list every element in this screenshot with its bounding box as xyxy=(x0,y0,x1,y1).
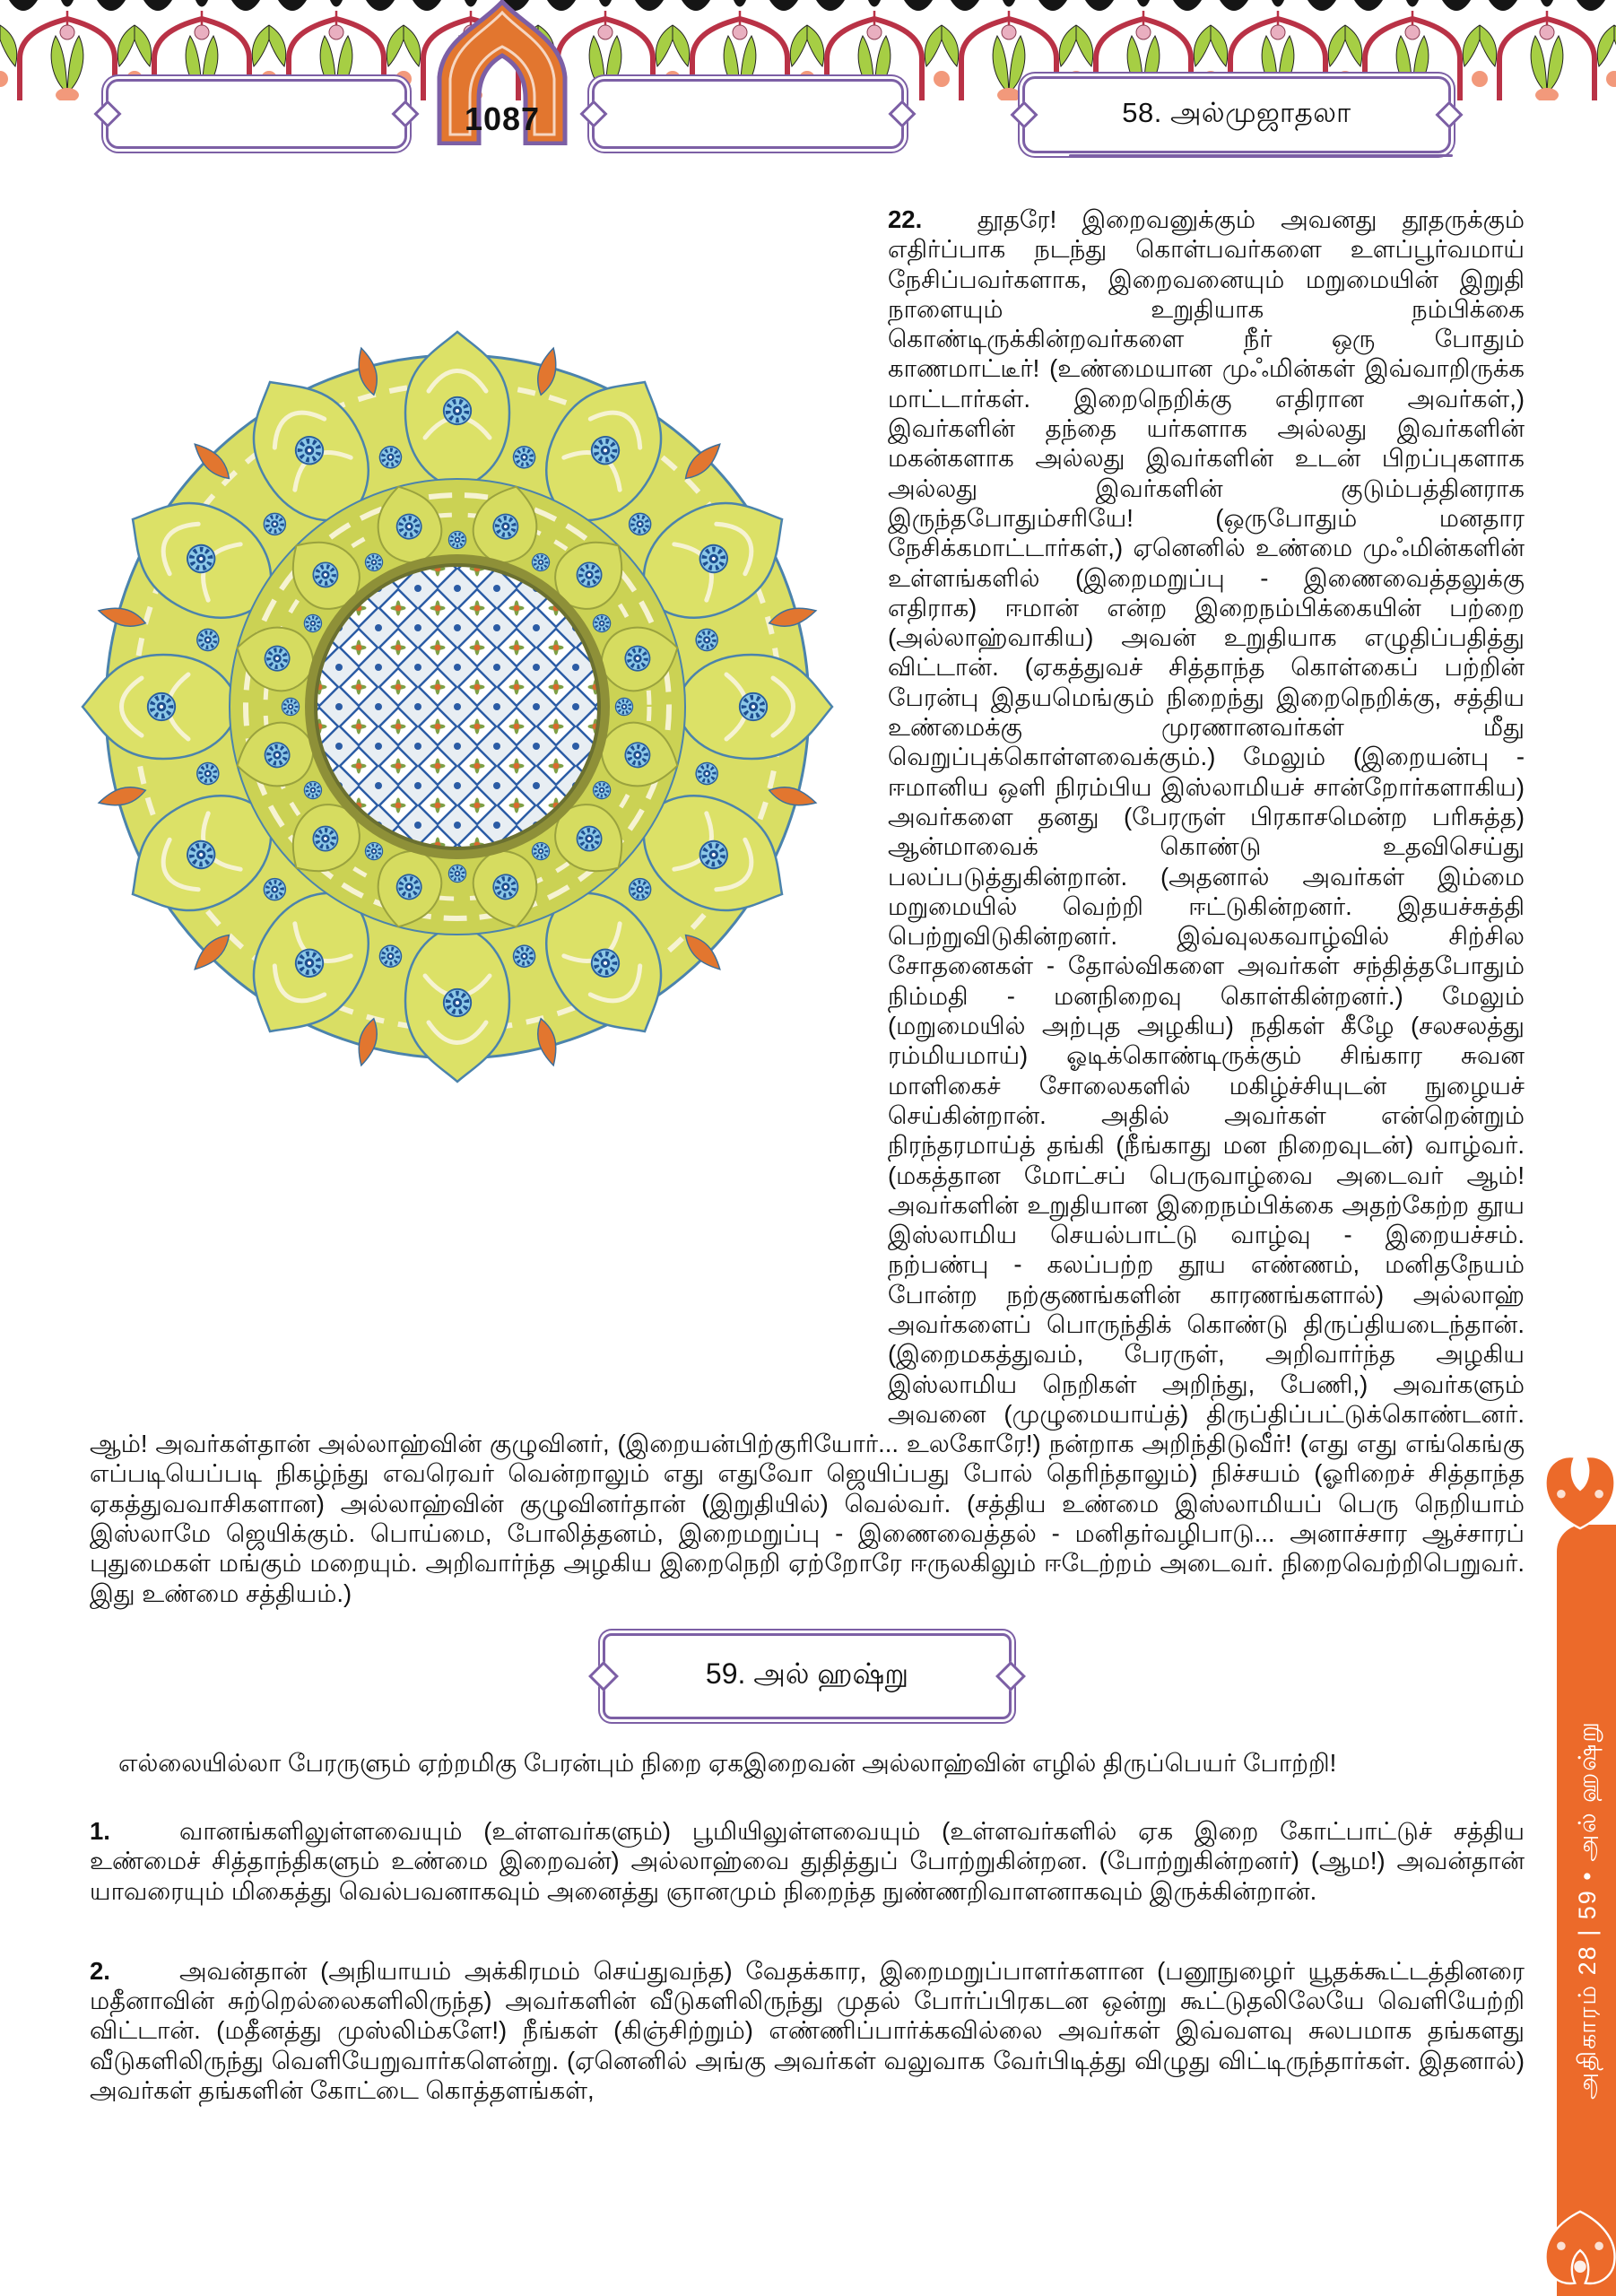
surah59-cartouche xyxy=(603,1633,1012,1719)
header-cartouche-surah xyxy=(1022,76,1451,153)
header-cartouche-mid xyxy=(592,79,904,149)
chapter-side-label-wrap xyxy=(1557,1525,1616,2296)
verse-number: 22. xyxy=(888,205,923,233)
surah59-title: 59. அல் ஹஷ்று xyxy=(705,1657,909,1691)
mandala-ornament xyxy=(81,330,834,1083)
verse-text: அவன்தான் (அநியாயம் அக்கிரமம் செய்துவந்த) வேதக்கார, இறைமறுப்பாளர்களான (பனூநுழைர் யூதக்கூட்டத்தினரை மதீனாவின் சுற்றெல்லைகளிலிருந்த) அவர்களின் வீடுகளிலிருந்து முதல் போர்ப்பிரகடன ஒன்று கூட்டுதலிலேயே வெளியேற்றி விட்டான். (மதீனத்து முஸ்லிம்களே!) நீங்கள் (கிஞ்சிற்றும்) எண்ணிப்பார்க்கவில்லை அவர்கள் இவ்வளவு சுலபமாக தங்களது வீடுகளிலிருந்து வெளியேறுவார்களென்று. (ஏனெனில் அங்கு அவர்கள் வலுவாக வேர்பிடித்து விழுது விட்டிருந்தார்கள். இதனால்) அவர்கள் தங்களின் கோட்டை கொத்தளங்கள், xyxy=(90,1956,1525,2105)
verse-text: வானங்களிலுள்ளவையும் (உள்ளவர்களும்) பூமியிலுள்ளவையும் (உள்ளவர்களில் ஏக இறை கோட்பாட்டுச் சத்திய உண்மைச் சித்தாந்திகளும் உண்மை இறைவன்) அல்லாஹ்வை துதித்துப் போற்றுகின்றன. (போற்றுகின்றனர்) (ஆம!) அவன்தான் யாவரையும் மிகைத்து வெல்பவனாகவும் அனைத்து ஞானமும் நிறைந்த நுண்ணறிவாளனாகவும் இருக்கின்றான். xyxy=(90,1816,1525,1905)
verse-number: 2. xyxy=(90,1956,110,1985)
verse-2 xyxy=(90,1956,1525,2105)
verse-text: தூதரே! இறைவனுக்கும் அவனது தூதருக்கும் எதிர்ப்பாக நடந்து கொள்பவர்களை உளப்பூர்வமாய் நேசிப்பவர்களாக, இறைவனையும் மறுமையின் இறுதி நாளையும் உறுதியாக நம்பிக்கை கொண்டிருக்கின்றவர்களை நீர் ஒரு போதும் காணமாட்டீர்! (உண்மையான முஃமின்கள் இவ்வாறிருக்க மாட்டார்கள். இறைநெறிக்கு எதிரான அவர்கள்,) இவர்களின் தந்தை யர்களாக அல்லது இவர்களின் மகன்களாக அல்லது இவர்களின் உடன் பிறப்புகளாக அல்லது இவர்களின் குடும்பத்தினராக இருந்தபோதும்சரியே! (ஒருபோதும் மனதார நேசிக்கமாட்டார்கள்,) ஏனெனில் உண்மை முஃமின்களின் உள்ளங்களில் (இறைமறுப்பு - இணைவைத்தலுக்கு எதிராக) ஈமான் என்ற இறைநம்பிக்கையின் பற்றை (அல்லாஹ்வாகிய) அவன் உறுதியாக எழுதிப்பதித்து விட்டான். (ஏகத்துவச் சித்தாந்த கொள்கைப் பற்றின் பேரன்பு இதயமெங்கும் நிறைந்து இறைநெறிக்கு, சத்திய உண்மைக்கு முரணானவர்கள் மீது வெறுப்புக்கொள்ளவைக்கும்.) மேலும் (இறையன்பு - ஈமானிய ஒளி நிரம்பிய இஸ்லாமியச் சான்றோர்களாகிய) அவர்களை தனது (பேரருள் பிரகாசமென்ற பரிசுத்த) ஆன்மாவைக் கொண்டு உதவிசெய்து பலப்படுத்துகின்றான். (அதனால் அவர்கள் இம்மை மறுமையில் வெற்றி ஈட்டுகின்றனர். இதயச்சுத்தி பெற்றுவிடுகின்றனர். இவ்வுலகவாழ்வில் சிற்சில சோதனைகள் - தோல்விகளை அவர்கள் சந்தித்தபோதும் நிம்மதி - மனநிறைவு கொள்கின்றனர்.) மேலும் (மறுமையில் அற்புத அழகிய) நதிகள் கீழே (சலசலத்து ரம்மியமாய்) ஓடிக்கொண்டிருக்கும் சிங்கார சுவன மாளிகைச் சோலைகளில் மகிழ்ச்சியுடன் நுழையச் செய்கின்றான். அதில் அவர்கள் என்றென்றும் நிரந்தரமாய்த் தங்கி (நீங்காது மன நிறைவுடன்) வாழ்வர். (மகத்தான மோட்சப் பெருவாழ்வை அடைவர் ஆம்! அவர்களின் உறுதியான இறைநம்பிக்கை அதற்கேற்ற தூய இஸ்லாமிய செயல்பாட்டு வாழ்வு - இறையச்சம். நற்பண்பு - கலப்பற்ற தூய எண்ணம், மனிதநேயம் போன்ற நற்குணங்களின் காரணங்களால்) அல்லாஹ் அவர்களைப் பொருந்திக் கொண்டு திருப்தியடைந்தான். (இறைமகத்துவம், பேரருள், அறிவார்ந்த அழகிய இஸ்லாமிய நெறிகள் அறிந்து, பேணி,) அவர்களும் அவனை (முழுமையாய்த்) திருப்திப்பட்டுக்கொண்டனர். ஆம்! அவர்கள்தான் அல்லாஹ்வின் குழுவினர், (இறையன்பிற்குரியோர்... உலகோரே!) நன்றாக அறிந்திடுவீர்! (எது எது எங்கெங்கு எப்படியெப்படி நிகழ்ந்து எவரெவர் வென்றாலும் எது எதுவோ ஜெயிப்பது போல் தெரிந்தாலும்) நிச்சயம் (ஓரிறைச் சித்தாந்த ஏகத்துவவாசிகளான) அல்லாஹ்வின் குழுவினர்தான் (இறுதியில்) வெல்வர். (சத்திய உண்மை இஸ்லாமியப் பெரு நெறியாம் இஸ்லாமே ஜெயிக்கும். பொய்மை, போலித்தனம், இறைமறுப்பு - இணைவைத்தல் - மனிதர்வழிபாடு... அனாச்சார ஆச்சாரப் புதுமைகள் மங்கும் மறையும். அறிவார்ந்த அழகிய இறைநெறி ஏற்றோரே ஈருலகிலும் ஈடேற்றம் அடைவர். நிறைவெற்றிபெறுவர். இது உண்மை சத்தியம்.) xyxy=(90,205,1525,1607)
header-cartouche-left xyxy=(106,79,407,149)
verse-number: 1. xyxy=(90,1816,110,1845)
header-underline xyxy=(1069,154,1453,157)
surah58-label: 58. அல்முஜாதலா xyxy=(1122,97,1351,128)
mandala-block xyxy=(90,204,888,1399)
flourish-top-icon xyxy=(1537,1446,1616,1532)
verse-1 xyxy=(90,1816,1525,1906)
page-number: 1087 xyxy=(464,100,541,137)
sidebar-label: அதிகாரம் 28 | 59 • அல் ஹஷ்று xyxy=(1573,1720,1601,2100)
main-text-area xyxy=(90,204,1525,2105)
bismillah-line: எல்லையில்லா பேரருளும் ஏற்றமிகு பேரன்பும் நிறை ஏகஇறைவன் அல்லாஹ்வின் எழில் திருப்பெயர் போற்றி! xyxy=(118,1748,1337,1777)
